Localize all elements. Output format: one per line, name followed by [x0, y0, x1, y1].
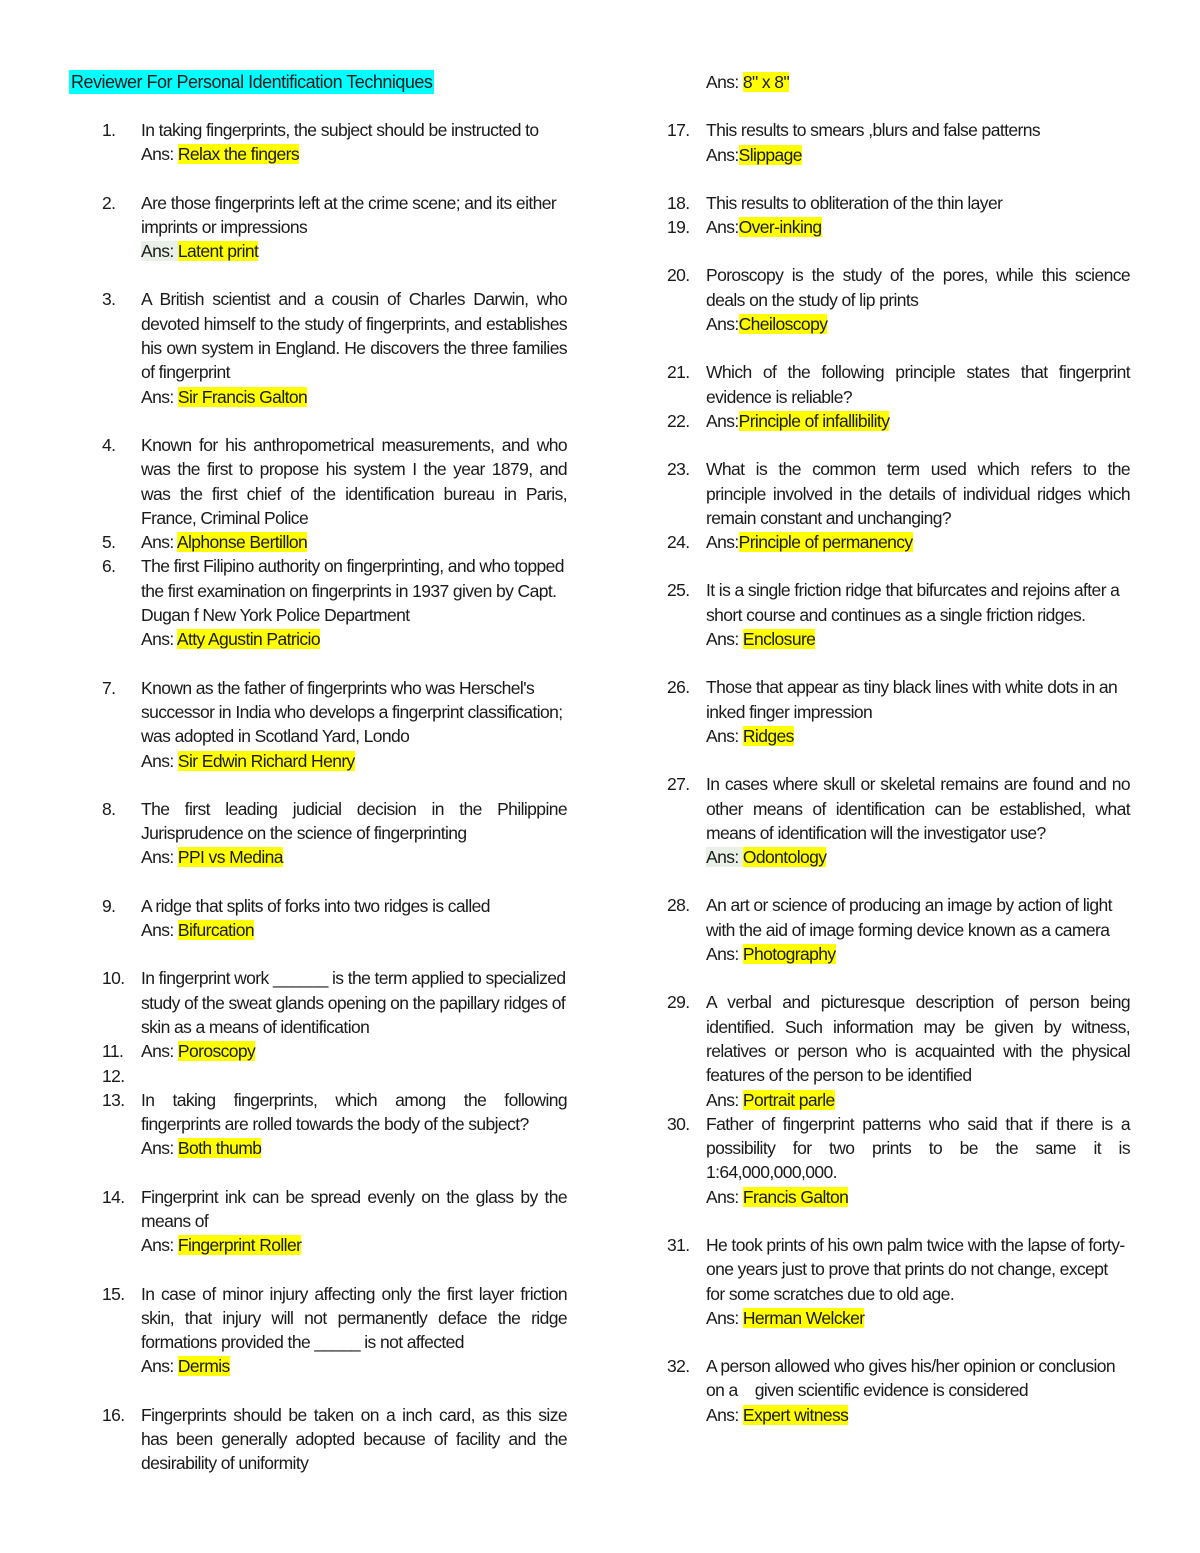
answer-text: PPI vs Medina [177, 847, 283, 868]
left-column [71, 70, 567, 1476]
answer-text: Atty Agustin Patricio [176, 629, 320, 650]
ans-prefix: Ans: [141, 1138, 174, 1159]
item-number: 8. [102, 798, 116, 819]
item-number: 32. [667, 1356, 690, 1377]
question-item [667, 530, 1130, 554]
ans-prefix: Ans: [706, 847, 739, 868]
title-row [71, 70, 567, 94]
question-item [667, 1233, 1130, 1330]
question-text: Fingerprint ink can be spread evenly on the glass by the means of [141, 1186, 567, 1231]
ans-prefix: Ans: [706, 1404, 739, 1425]
ans-prefix: Ans: [141, 386, 174, 407]
answer-text: Herman Welcker [742, 1307, 865, 1328]
answer-text: Cheiloscopy [738, 314, 828, 335]
question-item [102, 797, 567, 870]
answer-text: Both thumb [177, 1138, 262, 1159]
answer-text: Principle of infallibility [738, 410, 890, 431]
question-item [102, 191, 567, 264]
answer-text: Alphonse Bertillon [176, 532, 308, 553]
question-text: Known as the father of fingerprints who was Herschel's successor in India who develops a fingerprint classification; was adopted in Scotland Yard, Londo [141, 677, 563, 747]
question-item [102, 1403, 567, 1476]
question-text: In case of minor injury affecting only the first layer friction skin, that injury will not permanently deface the ridge formations provided the _____ is not affected [141, 1283, 567, 1353]
item-number: 17. [667, 120, 690, 141]
question-item [102, 1064, 567, 1088]
question-item [102, 676, 567, 773]
ans-prefix: Ans: [141, 1041, 174, 1062]
question-text: What is the common term used which refers to the principle involved in the details of individual ridges which remain constant and unchanging? [706, 459, 1130, 528]
question-item [667, 263, 1130, 336]
question-item [102, 554, 567, 651]
answer-text: Bifurcation [177, 920, 254, 941]
ans-prefix: Ans: [706, 410, 739, 431]
question-text: Those that appear as tiny black lines with white dots in an inked finger impression [706, 677, 1118, 722]
question-text: In fingerprint work ______ is the term applied to specialized study of the sweat glands opening on the papillary ridges of skin as a means of identification [141, 968, 566, 1037]
item-number: 9. [102, 895, 116, 916]
question-item [667, 118, 1130, 167]
question-text: It is a single friction ridge that bifurcates and rejoins after a short course and continues as a single friction ridges. [706, 580, 1120, 625]
item-number: 19. [667, 217, 690, 238]
question-item [102, 433, 567, 530]
document-title: Reviewer For Personal Identification Techniques [71, 72, 433, 92]
question-item [667, 360, 1130, 409]
ans-prefix: Ans: [141, 847, 174, 868]
answer-text: Photography [742, 944, 836, 965]
question-text: He took prints of his own palm twice with the lapse of forty-one years just to prove that prints do not change, except for some scratches due to old age. [706, 1234, 1125, 1304]
item-number: 26. [667, 677, 690, 698]
question-item [667, 215, 1130, 239]
answer-text: Dermis [177, 1356, 230, 1377]
question-text: A ridge that splits of forks into two ridges is called [141, 895, 490, 916]
item-number: 28. [667, 895, 690, 916]
item-number: 29. [667, 992, 690, 1013]
question-item [102, 1088, 567, 1161]
question-text: In taking fingerprints, the subject should be instructed to [141, 120, 539, 140]
item-number: 1. [102, 120, 116, 140]
question-text: A verbal and picturesque description of person being identified. Such information may be given by witness, relatives or person who is acquainted with the physical features of the person to be identified [706, 992, 1130, 1086]
item-number: 3. [102, 289, 116, 310]
item-number: 14. [102, 1186, 125, 1207]
item-number: 24. [667, 532, 690, 553]
question-text: An art or science of producing an image by action of light with the aid of image forming device known as a camera [706, 895, 1112, 940]
item-number: 13. [102, 1089, 125, 1110]
answer-text: Sir Edwin Richard Henry [177, 750, 355, 771]
item-number: 25. [667, 580, 690, 601]
item-number: 21. [667, 362, 690, 383]
ans-prefix: Ans: [706, 1186, 739, 1207]
item-number: 16. [102, 1404, 125, 1425]
item-number: 20. [667, 265, 690, 286]
ans-prefix: Ans: [141, 629, 174, 650]
answer-text: Odontology [742, 847, 827, 868]
question-item [667, 578, 1130, 651]
item-number: 18. [667, 192, 690, 213]
ans-prefix: Ans: [706, 532, 739, 553]
question-item [667, 409, 1130, 433]
question-item [102, 530, 567, 554]
item-number: 10. [102, 968, 125, 989]
item-number: 12. [102, 1065, 125, 1086]
question-text: A person allowed who gives his/her opinion or conclusion on a given scientific evidence is considered [706, 1356, 1120, 1401]
question-text: Father of fingerprint patterns who said that if there is a possibility for two prints to be the same it is 1:64,000,000,000. [706, 1113, 1130, 1183]
item-number: 2. [102, 192, 116, 213]
question-item [102, 1185, 567, 1258]
question-item [667, 893, 1130, 966]
ans-prefix: Ans: [141, 1356, 174, 1377]
ans-prefix: Ans: [141, 241, 174, 262]
ans-prefix: Ans: [706, 725, 739, 746]
answer-text: Principle of permanency [738, 532, 913, 553]
ans-prefix: Ans: [141, 144, 174, 165]
question-item [102, 1282, 567, 1379]
item-number: 31. [667, 1234, 690, 1255]
question-text: Poroscopy is the study of the pores, while this science deals on the study of lip prints [706, 265, 1130, 310]
item-number: 15. [102, 1283, 125, 1304]
question-item [667, 1354, 1130, 1427]
ans-prefix: Ans: [706, 629, 739, 650]
item-number: 5. [102, 532, 116, 553]
question-item [102, 1039, 567, 1063]
item-number: 27. [667, 774, 690, 795]
ans-prefix: Ans: [706, 944, 739, 965]
answer-text: 8" x 8" [742, 72, 790, 92]
question-text: A British scientist and a cousin of Charles Darwin, who devoted himself to the study of fingerprints, and establishes his own system in England. He discovers the three families of fingerprint [141, 289, 567, 383]
question-item [667, 191, 1130, 215]
item-number: 11. [102, 1041, 124, 1062]
question-item [667, 70, 1130, 94]
question-text: Known for his anthropometrical measurements, and who was the first to propose his system I the year 1879, and was the first chief of the identification bureau in Paris, France, Criminal Police [141, 434, 567, 528]
ans-prefix: Ans: [141, 750, 174, 771]
item-number: 6. [102, 556, 116, 577]
answer-text: Enclosure [742, 629, 816, 650]
ans-prefix: Ans: [706, 1307, 739, 1328]
item-number: 30. [667, 1113, 690, 1134]
item-number: 23. [667, 459, 690, 480]
ans-prefix: Ans: [706, 217, 739, 238]
item-number: 22. [667, 410, 690, 431]
answer-text: Relax the fingers [177, 144, 300, 165]
question-text: The first Filipino authority on fingerprinting, and who topped the first examination on fingerprints in 1937 given by Capt. Dugan f New York Police Department [141, 556, 564, 626]
answer-text: Fingerprint Roller [177, 1235, 302, 1256]
ans-prefix: Ans: [141, 920, 174, 941]
ans-prefix: Ans: [706, 1089, 739, 1110]
question-text: Which of the following principle states that fingerprint evidence is reliable? [706, 362, 1130, 407]
question-text: Are those fingerprints left at the crime scene; and its either imprints or impressions [141, 192, 557, 237]
right-column [667, 70, 1130, 1451]
question-item [667, 772, 1130, 869]
question-item [102, 966, 567, 1039]
question-item [102, 287, 567, 408]
answer-text: Ridges [742, 725, 794, 746]
question-text: In cases where skull or skeletal remains are found and no other means of identification can be established, what means of identification will the investigator use? [706, 774, 1130, 843]
question-item [667, 990, 1130, 1111]
answer-text: Over-inking [738, 217, 822, 238]
question-text: This results to smears ,blurs and false patterns [706, 120, 1040, 141]
item-number: 7. [102, 677, 116, 698]
answer-text: Sir Francis Galton [177, 386, 308, 407]
question-item [102, 118, 567, 167]
answer-text: Slippage [738, 144, 802, 165]
answer-text: Francis Galton [742, 1186, 849, 1207]
answer-text: Expert witness [742, 1404, 849, 1425]
question-text: This results to obliteration of the thin layer [706, 192, 1003, 213]
question-item [102, 894, 567, 943]
item-number: 4. [102, 434, 116, 455]
question-item [667, 1112, 1130, 1209]
question-text: In taking fingerprints, which among the following fingerprints are rolled towards the body of the subject? [141, 1089, 567, 1135]
ans-prefix: Ans: [706, 72, 739, 92]
question-item [667, 457, 1130, 530]
answer-text: Portrait parle [742, 1089, 835, 1110]
question-item [667, 675, 1130, 748]
question-text: The first leading judicial decision in the Philippine Jurisprudence on the science of fingerprinting [141, 798, 567, 844]
question-text: Fingerprints should be taken on a inch card, as this size has been generally adopted because of facility and the desirability of uniformity [141, 1404, 567, 1474]
ans-prefix: Ans: [706, 314, 739, 335]
answer-text: Latent print [177, 241, 259, 262]
answer-text: Poroscopy [177, 1041, 256, 1062]
ans-prefix: Ans: [141, 532, 174, 553]
ans-prefix: Ans: [141, 1235, 174, 1256]
ans-prefix: Ans: [706, 144, 739, 165]
